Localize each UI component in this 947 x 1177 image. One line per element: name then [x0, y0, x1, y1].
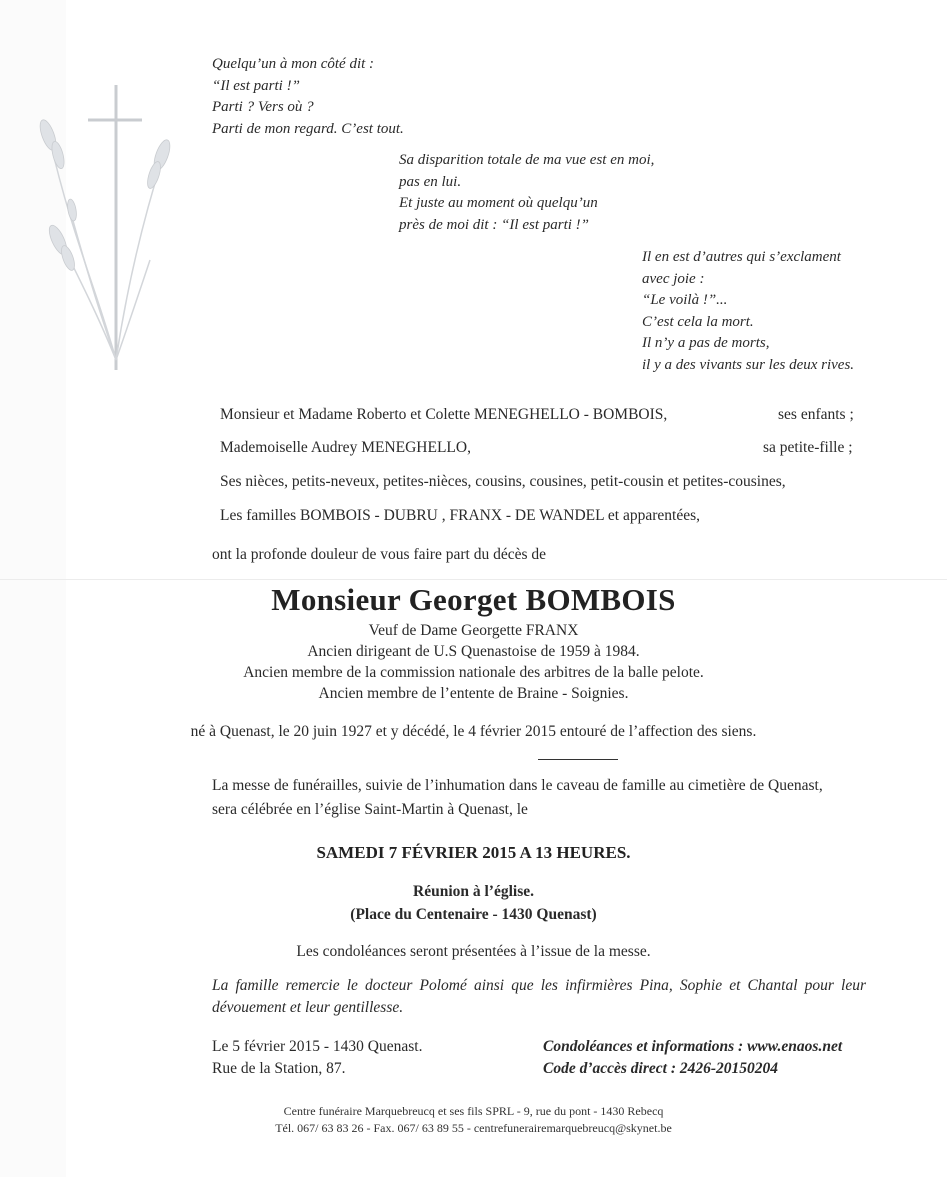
fold-line: [0, 579, 947, 580]
funeral-details: [212, 774, 823, 822]
poem-line: Il en est d’autres qui s’exclament: [642, 249, 841, 265]
poem-stanza-1: [212, 54, 404, 140]
poem-line: “Le voilà !”...: [642, 292, 728, 309]
poem-stanza-2: [399, 150, 654, 236]
family-relatives: Ses nièces, petits-neveux, petites-nièces, cousins, cousines, petit-cousin et petites-cousines,: [220, 473, 786, 490]
footer-date-place: Le 5 février 2015 - 1430 Quenast.: [212, 1038, 423, 1055]
family-granddaughter-relation: sa petite-fille ;: [763, 439, 853, 456]
divider: [538, 759, 618, 760]
footer-website: Condoléances et informations : www.enaos.net: [543, 1038, 843, 1055]
thanks-line: dévouement et leur gentillesse.: [212, 999, 404, 1016]
poem-stanza-3: [642, 247, 854, 377]
funeral-meeting: [0, 880, 947, 926]
thanks-text: [212, 975, 866, 1019]
family-families: Les familles BOMBOIS - DUBRU , FRANX - DE WANDEL et apparentées,: [220, 507, 701, 524]
family-children: Monsieur et Madame Roberto et Colette MENEGHELLO - BOMBOIS,: [220, 406, 668, 423]
poem-line: pas en lui.: [399, 173, 462, 190]
deceased-bio: [0, 620, 947, 704]
poem-line: “Il est parti !”: [212, 77, 300, 94]
announcement-text: ont la profonde douleur de vous faire part du décès de: [212, 546, 546, 563]
footer-street: Rue de la Station, 87.: [212, 1060, 346, 1077]
deceased-dates: né à Quenast, le 20 juin 1927 et y décédé, le 4 février 2015 entouré de l’affection des siens.: [190, 723, 757, 740]
footer-info: [543, 1036, 842, 1080]
bio-line: Ancien dirigeant de U.S Quenastoise de 1959 à 1984.: [307, 643, 640, 660]
poem-line: Quelqu’un à mon côté dit :: [212, 56, 375, 72]
deceased-name: Monsieur Georget BOMBOIS: [271, 582, 676, 617]
poem-line: il y a des vivants sur les deux rives.: [642, 356, 855, 373]
poem-line: Sa disparition totale de ma vue est en moi,: [399, 152, 655, 168]
funeral-line: La messe de funérailles, suivie de l’inhumation dans le caveau de famille au cimetière de Quenast,: [212, 777, 823, 794]
funeral-home-name: Centre funéraire Marquebreucq et ses fils SPRL - 9, rue du pont - 1430 Rebecq: [283, 1104, 664, 1118]
bio-line: Ancien membre de l’entente de Braine - Soignies.: [318, 685, 629, 702]
poem-line: C’est cela la mort.: [642, 313, 754, 330]
footer-access-code: Code d’accès direct : 2426-20150204: [543, 1060, 779, 1077]
poem-line: près de moi dit : “Il est parti !”: [399, 216, 589, 233]
family-granddaughter: Mademoiselle Audrey MENEGHELLO,: [220, 439, 471, 456]
family-children-relation: ses enfants ;: [778, 406, 854, 423]
funeral-datetime: SAMEDI 7 FÉVRIER 2015 A 13 HEURES.: [316, 843, 631, 862]
funeral-condolences: Les condoléances seront présentées à l’issue de la messe.: [296, 943, 651, 960]
funeral-home-contact: Tél. 067/ 63 83 26 - Fax. 067/ 63 89 55 - centrefunerairemarquebreucq@skynet.be: [275, 1121, 672, 1135]
meeting-place: (Place du Centenaire - 1430 Quenast): [350, 906, 597, 923]
poem-line: Parti ? Vers où ?: [212, 99, 314, 116]
poem-line: Parti de mon regard. C’est tout.: [212, 120, 404, 137]
poem-line: avec joie :: [642, 270, 705, 287]
poem-line: Il n’y a pas de morts,: [642, 335, 770, 352]
footer-address: [212, 1036, 422, 1080]
cross-wheat-icon: [30, 80, 180, 380]
funeral-home: [0, 1103, 947, 1137]
meeting-line: Réunion à l’église.: [413, 883, 534, 900]
bio-line: Ancien membre de la commission nationale des arbitres de la balle pelote.: [243, 664, 704, 681]
poem-line: Et juste au moment où quelqu’un: [399, 195, 598, 212]
funeral-line: sera célébrée en l’église Saint-Martin à Quenast, le: [212, 801, 528, 818]
bio-line: Veuf de Dame Georgette FRANX: [368, 622, 579, 639]
thanks-line: La famille remercie le docteur Polomé ainsi que les infirmières Pina, Sophie et Chantal pour leur: [212, 977, 866, 994]
